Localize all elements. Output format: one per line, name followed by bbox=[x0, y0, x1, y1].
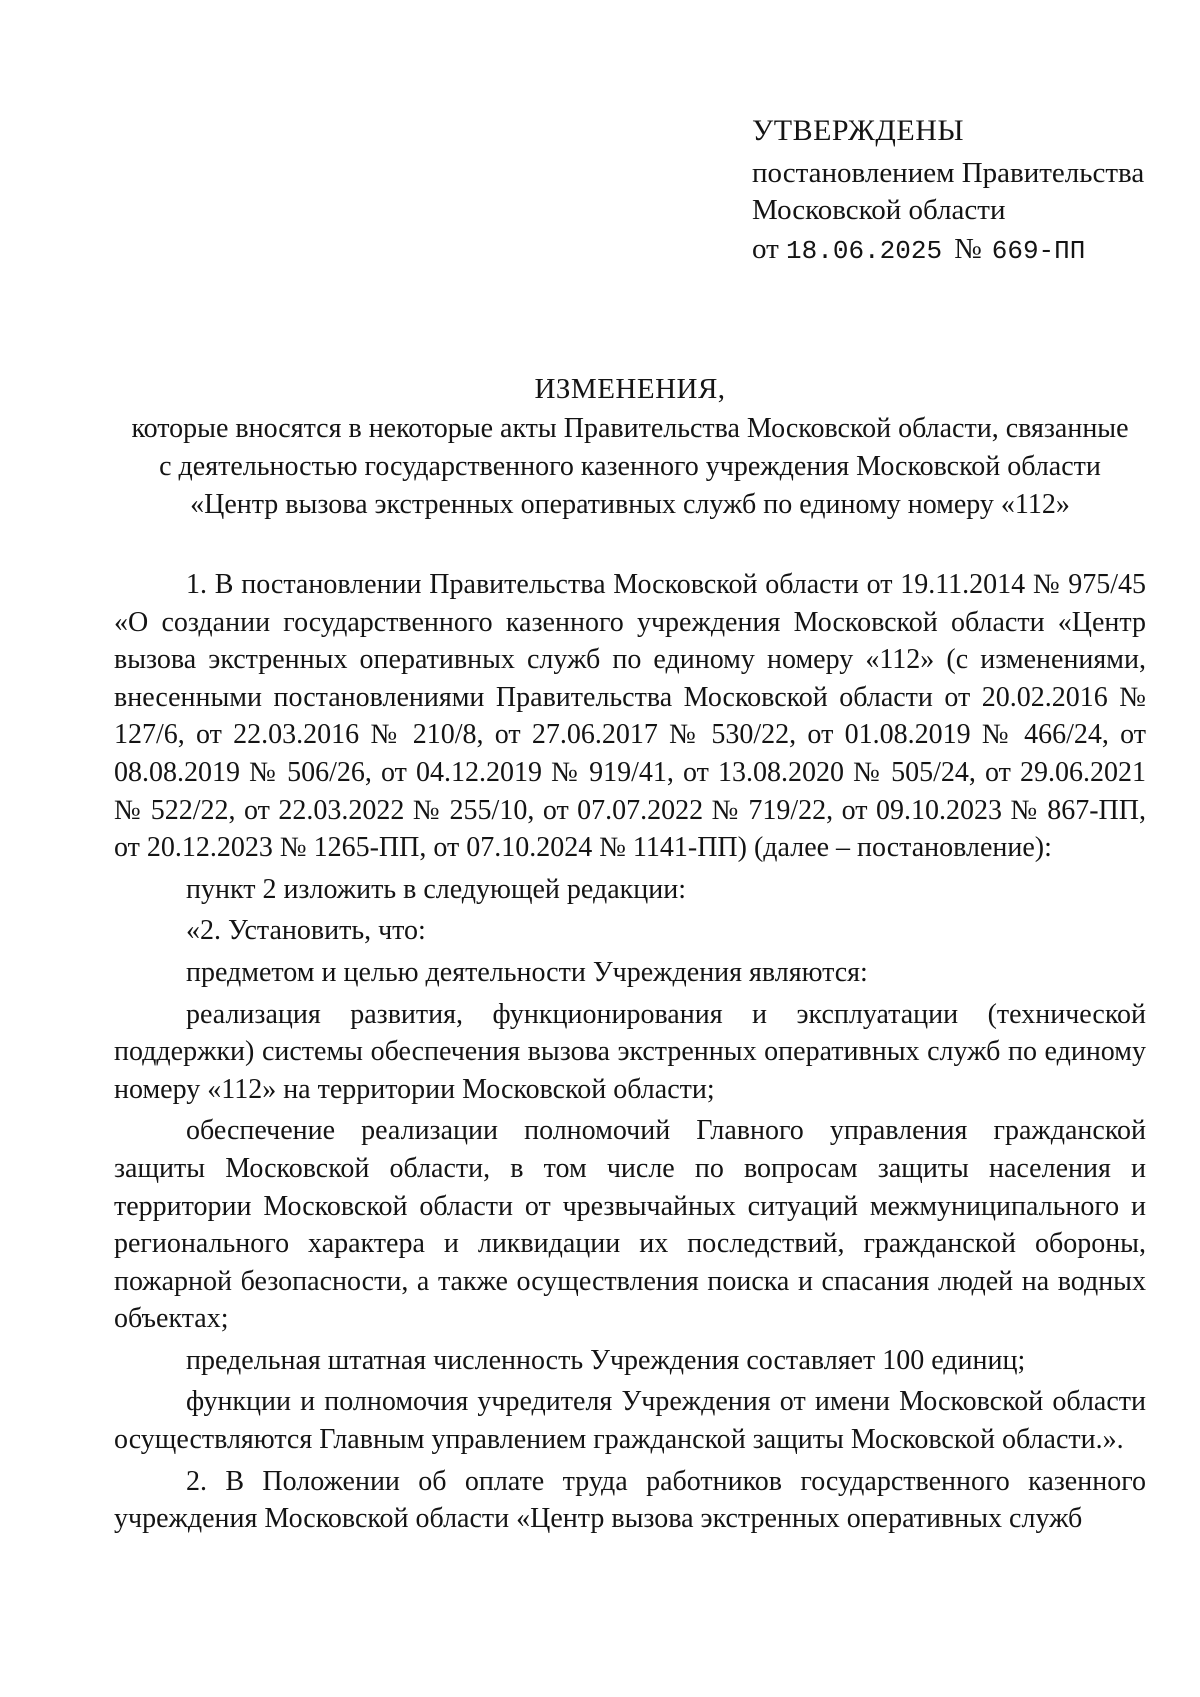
paragraph: пункт 2 изложить в следующей редакции: bbox=[186, 873, 686, 905]
document-subtitle-line-2: с деятельностью государственного казенного учреждения Московской области bbox=[159, 451, 1101, 482]
document-subtitle-line-1: которые вносятся в некоторые акты Правительства Московской области, связанные bbox=[131, 413, 1129, 444]
paragraph: предметом и целью деятельности Учреждения являются: bbox=[186, 956, 868, 988]
approval-line-1: постановлением Правительства bbox=[752, 157, 1145, 189]
approval-heading: УТВЕРЖДЕНЫ bbox=[752, 114, 965, 147]
paragraph: функции и полномочия учредителя Учреждения от имени Московской области осуществляются Главным управлением гражданской защиты Московской области.». bbox=[114, 1386, 1146, 1456]
approval-date: 18.06.2025 bbox=[786, 236, 943, 266]
document-title: ИЗМЕНЕНИЯ, bbox=[534, 373, 726, 405]
paragraph: реализация развития, функционирования и эксплуатации (технической поддержки) системы обеспечения вызова экстренных оперативных служб по единому номеру «112» на территории Московской области; bbox=[114, 998, 1146, 1105]
document-body bbox=[114, 566, 1146, 1538]
paragraph: предельная штатная численность Учреждения составляет 100 единиц; bbox=[186, 1344, 1026, 1376]
approval-line-2: Московской области bbox=[752, 194, 1006, 226]
document-subtitle-line-3: «Центр вызова экстренных оперативных служб по единому номеру «112» bbox=[190, 489, 1070, 520]
paragraph: «2. Установить, что: bbox=[186, 915, 426, 947]
approval-date-prefix: от bbox=[752, 233, 779, 265]
approval-number: 669-ПП bbox=[991, 236, 1086, 266]
approval-number-sign: № bbox=[954, 233, 982, 265]
paragraph: обеспечение реализации полномочий Главного управления гражданской защиты Московской области, в том числе по вопросам защиты населения и территории Московской области от чрезвычайных ситуаций межмуниципального и регионального характера и ликвидации их последствий, гражданской обороны, пожарной безопасности, а также осуществления поиска и спасания людей на водных объектах; bbox=[114, 1115, 1146, 1335]
paragraph-item-2: 2. В Положении об оплате труда работников государственного казенного учреждения Московской области «Центр вызова экстренных оперативных служб bbox=[114, 1465, 1146, 1535]
document-title-block bbox=[114, 370, 1146, 524]
paragraph-item-1: 1. В постановлении Правительства Московской области от 19.11.2014 № 975/45 «О создании государственного казенного учреждения Московской области «Центр вызова экстренных оперативных служб по единому номеру «112» (с изменениями, внесенными постановлениями Правительства Московской области от 20.02.2016 № 127/6, от 22.03.2016 № 210/8, от 27.06.2017 № 530/22, от 01.08.2019 № 466/24, от 08.08.2019 № 506/26, от 04.12.2019 № 919/41, от 13.08.2020 № 505/24, от 29.06.2021 № 522/22, от 22.03.2022 № 255/10, от 07.07.2022 № 719/22, от 09.10.2023 № 867-ПП, от 20.12.2023 № 1265-ПП, от 07.10.2024 № 1141-ПП) (далее – постановление): bbox=[114, 569, 1146, 864]
approval-date-line bbox=[752, 231, 1144, 270]
approval-stamp-block bbox=[752, 112, 1144, 270]
